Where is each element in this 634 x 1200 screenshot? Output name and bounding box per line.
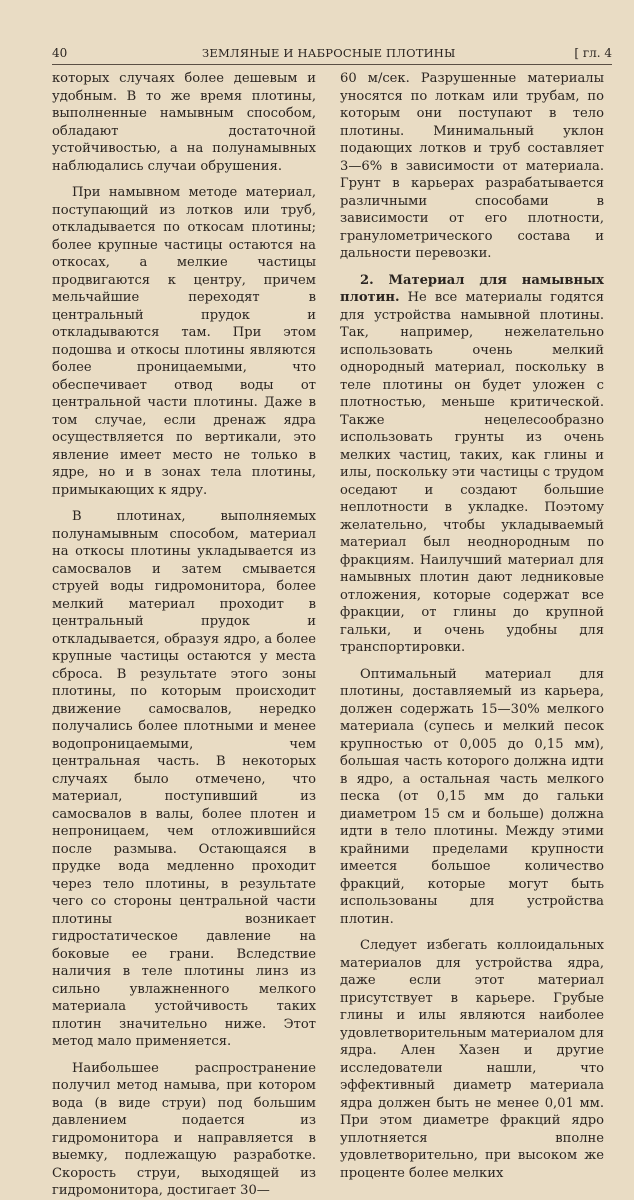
running-title: ЗЕМЛЯНЫЕ И НАБРОСНЫЕ ПЛОТИНЫ	[202, 46, 456, 60]
chapter-marker: [ гл. 4	[574, 46, 612, 60]
paragraph: В плотинах, выполняемых полунамывным способом, материал на откосы плотины укладывается из самосвалов и затем смывается струей воды гидромонитора, более мелкий материал проходит в центральный прудок и откладывается, образуя ядро, а более крупные частицы остаются у места сброса. В результате этого зоны плотины, по которым происходит движение самосвалов, нередко получались более плотными и менее водопроницаемыми, чем центральная часть. В некоторых случаях было отмечено, что материал, поступивший из самосвалов в валы, более плотен и непроницаем, чем отложившийся после размыва. Остающаяся в прудке вода медленно проходит через тело плотины, в результате чего со стороны центральной части плотины возникает гидростатическое давление на боковые ее грани. Вследствие наличия в теле плотины линз из сильно увлажненного мелкого материала устойчивость таких плотин значительно ниже. Этот метод мало применяется.	[52, 509, 316, 1049]
section-body: Не все материалы годятся для устройства намывной плотины. Так, например, нежелательно использовать очень мелкий однородный материал, поскольку в теле плотины он будет уложен с плотностью, меньше критической. Также нецелесообразно использовать грунты из очень мелких частиц, таких, как глины и илы, поскольку эти частицы с трудом оседают и создают большие неплотности в укладке. Поэтому желательно, чтобы укладываемый материал был неоднородным по фракциям. Наилучший материал для намывных плотин дают ледниковые отложения, которые содержат все фракции, от глины до крупной гальки, и очень удобны для транспортировки.	[340, 290, 604, 655]
paragraph: При намывном методе материал, поступающий из лотков или труб, откладывается по откосам плотины; более крупные частицы остаются на откосах, а мелкие частицы продвигаются к центру, причем мельчайшие переходят в центральный прудок и откладываются там. При этом подошва и откосы плотины являются более проницаемыми, что обеспечивает отвод воды от центральной части плотины. Даже в том случае, если дренаж ядра осуществляется по вертикали, это явление имеет место не только в ядре, но и в зонах тела плотины, примыкающих к ядру.	[52, 185, 316, 498]
page-number: 40	[52, 46, 68, 60]
paragraph: Оптимальный материал для плотины, доставляемый из карьера, должен содержать 15—30% мелкого материала (супесь и мелкий песок крупностью от 0,005 до 0,15 мм), большая часть которого должна идти в ядро, а остальная часть мелкого песка (от 0,15 мм до гальки диаметром 15 см и больше) должна идти в тело плотины. Между этими крайними пределами крупности имеется большое количество фракций, которые могут быть использованы для устройства плотин.	[340, 666, 604, 927]
header-rule	[52, 64, 612, 65]
right-column	[340, 70, 604, 1182]
paragraph: Следует избегать коллоидальных материалов для устройства ядра, даже если этот материал присутствует в карьере. Грубые глины и илы являются наиболее удовлетворительным материалом для ядра. Ален Хазен и другие исследователи нашли, что эффективный диаметр материала ядра должен быть не менее 0,01 мм. При этом диаметре фракций ядро уплотняется вполне удовлетворительно, при высоком же проценте более мелких	[340, 938, 604, 1181]
paragraph: которых случаях более дешевым и удобным. В то же время плотины, выполненные намывным способом, обладают достаточной устойчивостью, а на полунамывных наблюдались случаи обрушения.	[52, 71, 316, 174]
page-header	[52, 44, 612, 62]
section-heading: 2. Материал для намывных плотин.	[340, 272, 604, 305]
paragraph: Наибольшее распространение получил метод намыва, при котором вода (в виде струи) под большим давлением подается из гидромонитора и направляется в выемку, подлежащую разработке. Скорость струи, выходящей из гидромонитора, достигает 30—	[52, 1060, 316, 1198]
section-paragraph	[340, 272, 604, 657]
paragraph: 60 м/сек. Разрушенные материалы уносятся по лоткам или трубам, по которым они поступают в тело плотины. Минимальный уклон подающих лотков и труб составляет 3—6% в зависимости от материала. Грунт в карьерах разрабатывается различными способами в зависимости от его плотности, гранулометрического состава и дальности перевозки.	[340, 71, 604, 261]
left-column	[52, 70, 316, 1200]
